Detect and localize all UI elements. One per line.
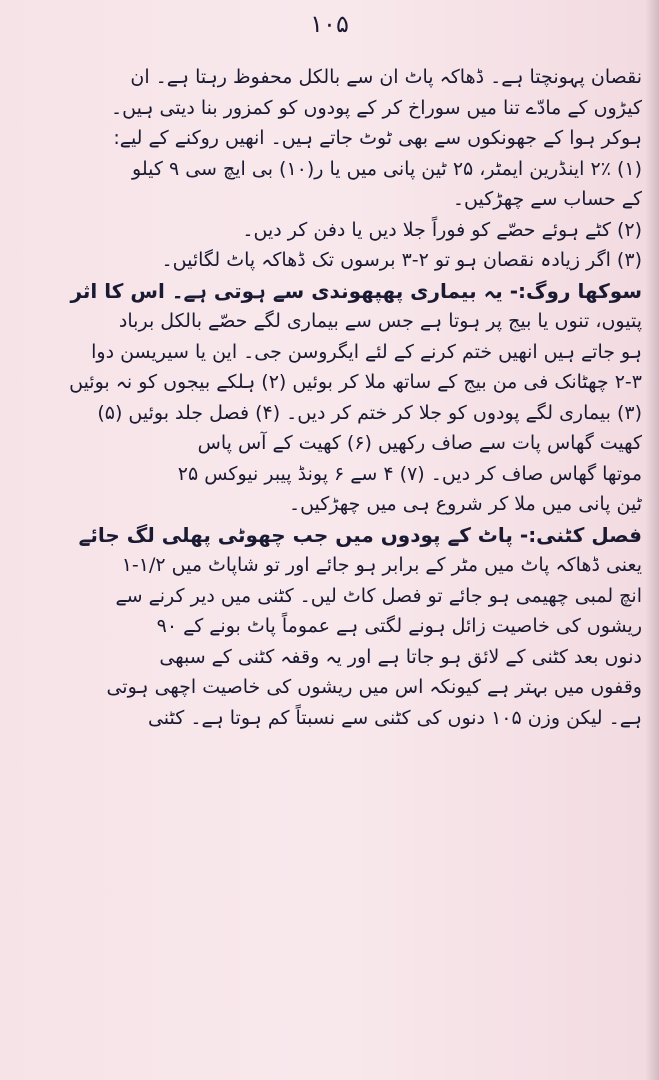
page-body-text <box>18 62 642 733</box>
text-line: ریشوں کی خاصیت زائل ہونے لگتی ہے عموماً پاٹ بونے کے ۹۰ <box>156 615 642 637</box>
text-line: نقصان پہونچتا ہے۔ ڈھاکہ پاٹ ان سے بالکل محفوظ رہتا ہے۔ ان <box>130 66 642 88</box>
text-line: ہے۔ لیکن وزن ۱۰۵ دنوں کی کٹنی سے نسبتاً کم ہوتا ہے۔ کٹنی <box>147 706 642 729</box>
text-line: ہو جاتے ہیں انھیں ختم کرنے کے لئے ایگروسن جی۔ این یا سیریسن دوا <box>91 340 642 363</box>
section-heading-line: فصل کٹنی:- پاٹ کے پودوں میں جب چھوٹی پھلی لگ جائے <box>78 522 642 547</box>
text-line: کے حساب سے چھڑکیں۔ <box>452 188 642 210</box>
text-line: (۲) کٹے ہوئے حصّے کو فوراً جلا دیں یا دفن کر دیں۔ <box>242 218 642 241</box>
text-line: ٹین پانی میں ملا کر شروع ہی میں چھڑکیں۔ <box>288 493 642 515</box>
text-line: (۳) بیماری لگے پودوں کو جلا کر ختم کر دیں۔ (۴) فصل جلد بوئیں (۵) <box>97 401 642 424</box>
text-line: کھیت گھاس پات سے صاف رکھیں (۶) کھیت کے آس پاس <box>197 432 642 454</box>
page-number: ۱۰۵ <box>310 10 349 38</box>
text-line: دنوں بعد کٹنی کے لائق ہو جاتا ہے اور یہ وقفہ کٹنی کے سبھی <box>159 645 642 668</box>
text-line: پتیوں، تنوں یا بیج پر ہوتا ہے جس سے بیماری لگے حصّے بالکل برباد <box>118 310 642 332</box>
text-line: انچ لمبی چھیمی ہو جائے تو فصل کاٹ لیں۔ کٹنی میں دیر کرنے سے <box>115 584 642 607</box>
text-line: یعنی ڈھاکہ پاٹ میں مٹر کے برابر ہو جائے اور تو شاپاٹ میں ۱/۲-۱ <box>121 554 642 576</box>
text-line: موتھا گھاس صاف کر دیں۔ (۷) ۴ سے ۶ پونڈ پیبر نیوکس ۲۵ <box>177 462 642 485</box>
text-line: ہوکر ہوا کے جھونکوں سے بھی ٹوٹ جاتے ہیں۔ انھیں روکنے کے لیے: <box>113 127 642 149</box>
text-line: (۳) اگر زیادہ نقصان ہو تو ۲-۳ برسوں تک ڈھاکہ پاٹ لگائیں۔ <box>161 249 642 271</box>
text-line: کیڑوں کے مادّے تنا میں سوراخ کر کے پودوں کو کمزور بنا دیتی ہیں۔ <box>111 96 642 119</box>
text-line: (۱) ۲٪ اینڈرین ایمٹر، ۲۵ ٹین پانی میں یا ر(۱۰) بی ایچ سی ۹ کیلو <box>132 157 642 180</box>
section-heading-line: سوکھا روگ:- یہ بیماری پھپھوندی سے ہوتی ہے۔ اس کا اثر <box>70 278 642 303</box>
text-line: وقفوں میں بہتر ہے کیونکہ اس میں ریشوں کی خاصیت اچھی ہوتی <box>106 676 642 698</box>
page-edge-shadow <box>645 0 659 1080</box>
text-line: ۲-۳ چھٹانک فی من بیج کے ساتھ ملا کر بوئیں (۲) ہلکے بیجوں کو نہ بوئیں <box>69 371 642 393</box>
